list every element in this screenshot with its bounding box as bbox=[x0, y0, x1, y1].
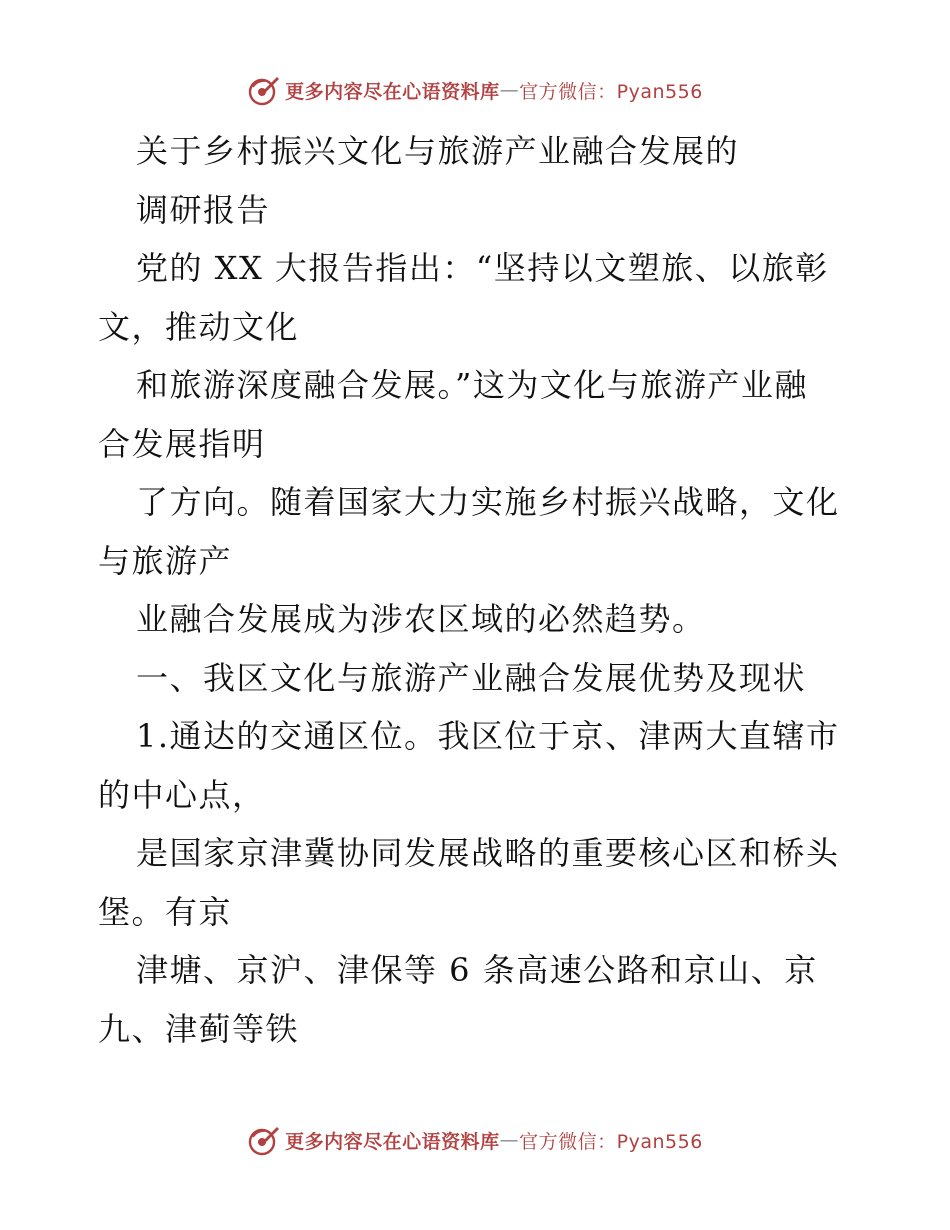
title-line-2: 调研报告 bbox=[136, 190, 271, 229]
paragraph-line: 文，推动文化 bbox=[98, 307, 300, 346]
section-heading: 一、我区文化与旅游产业融合发展优势及现状 bbox=[136, 658, 807, 697]
paragraph-line: 和旅游深度融合发展。”这为文化与旅游产业融 bbox=[136, 366, 808, 404]
watermark-dash: — bbox=[499, 79, 520, 101]
watermark-contact: 官方微信：Pyan556 bbox=[519, 1130, 703, 1153]
paragraph-line: 津塘、京沪、津保等 6 条高速公路和京山、京 bbox=[136, 951, 818, 989]
paragraph-line: 与旅游产 bbox=[98, 541, 233, 580]
watermark-contact: 官方微信：Pyan556 bbox=[519, 80, 703, 103]
paragraph-line: 了方向。随着国家大力实施乡村振兴战略，文化 bbox=[136, 483, 840, 521]
paragraph-line: 是国家京津冀协同发展战略的重要核心区和桥头 bbox=[136, 834, 840, 872]
paragraph-line: 业融合发展成为涉农区域的必然趋势。 bbox=[136, 600, 706, 638]
footer-watermark bbox=[0, 1120, 950, 1160]
title-line-1: 关于乡村振兴文化与旅游产业融合发展的 bbox=[136, 132, 740, 170]
pen-logo-icon bbox=[247, 1123, 281, 1157]
watermark-main-text: 更多内容尽在心语资料库 bbox=[285, 1130, 500, 1153]
watermark-main-text: 更多内容尽在心语资料库 bbox=[285, 80, 500, 103]
paragraph-line: 的中心点， bbox=[98, 775, 266, 814]
paragraph-line: 党的 XX 大报告指出：“坚持以文塑旅、以旅彰 bbox=[136, 249, 829, 287]
watermark-dash: — bbox=[499, 1129, 520, 1151]
header-watermark bbox=[0, 70, 950, 110]
document-body bbox=[98, 122, 858, 1058]
paragraph-line: 九、津蓟等铁 bbox=[98, 1009, 300, 1048]
paragraph-line: 合发展指明 bbox=[98, 424, 266, 463]
pen-logo-icon bbox=[247, 73, 281, 107]
paragraph-line: 堡。有京 bbox=[98, 892, 233, 931]
paragraph-line: 1.通达的交通区位。我区位于京、津两大直辖市 bbox=[136, 717, 840, 755]
